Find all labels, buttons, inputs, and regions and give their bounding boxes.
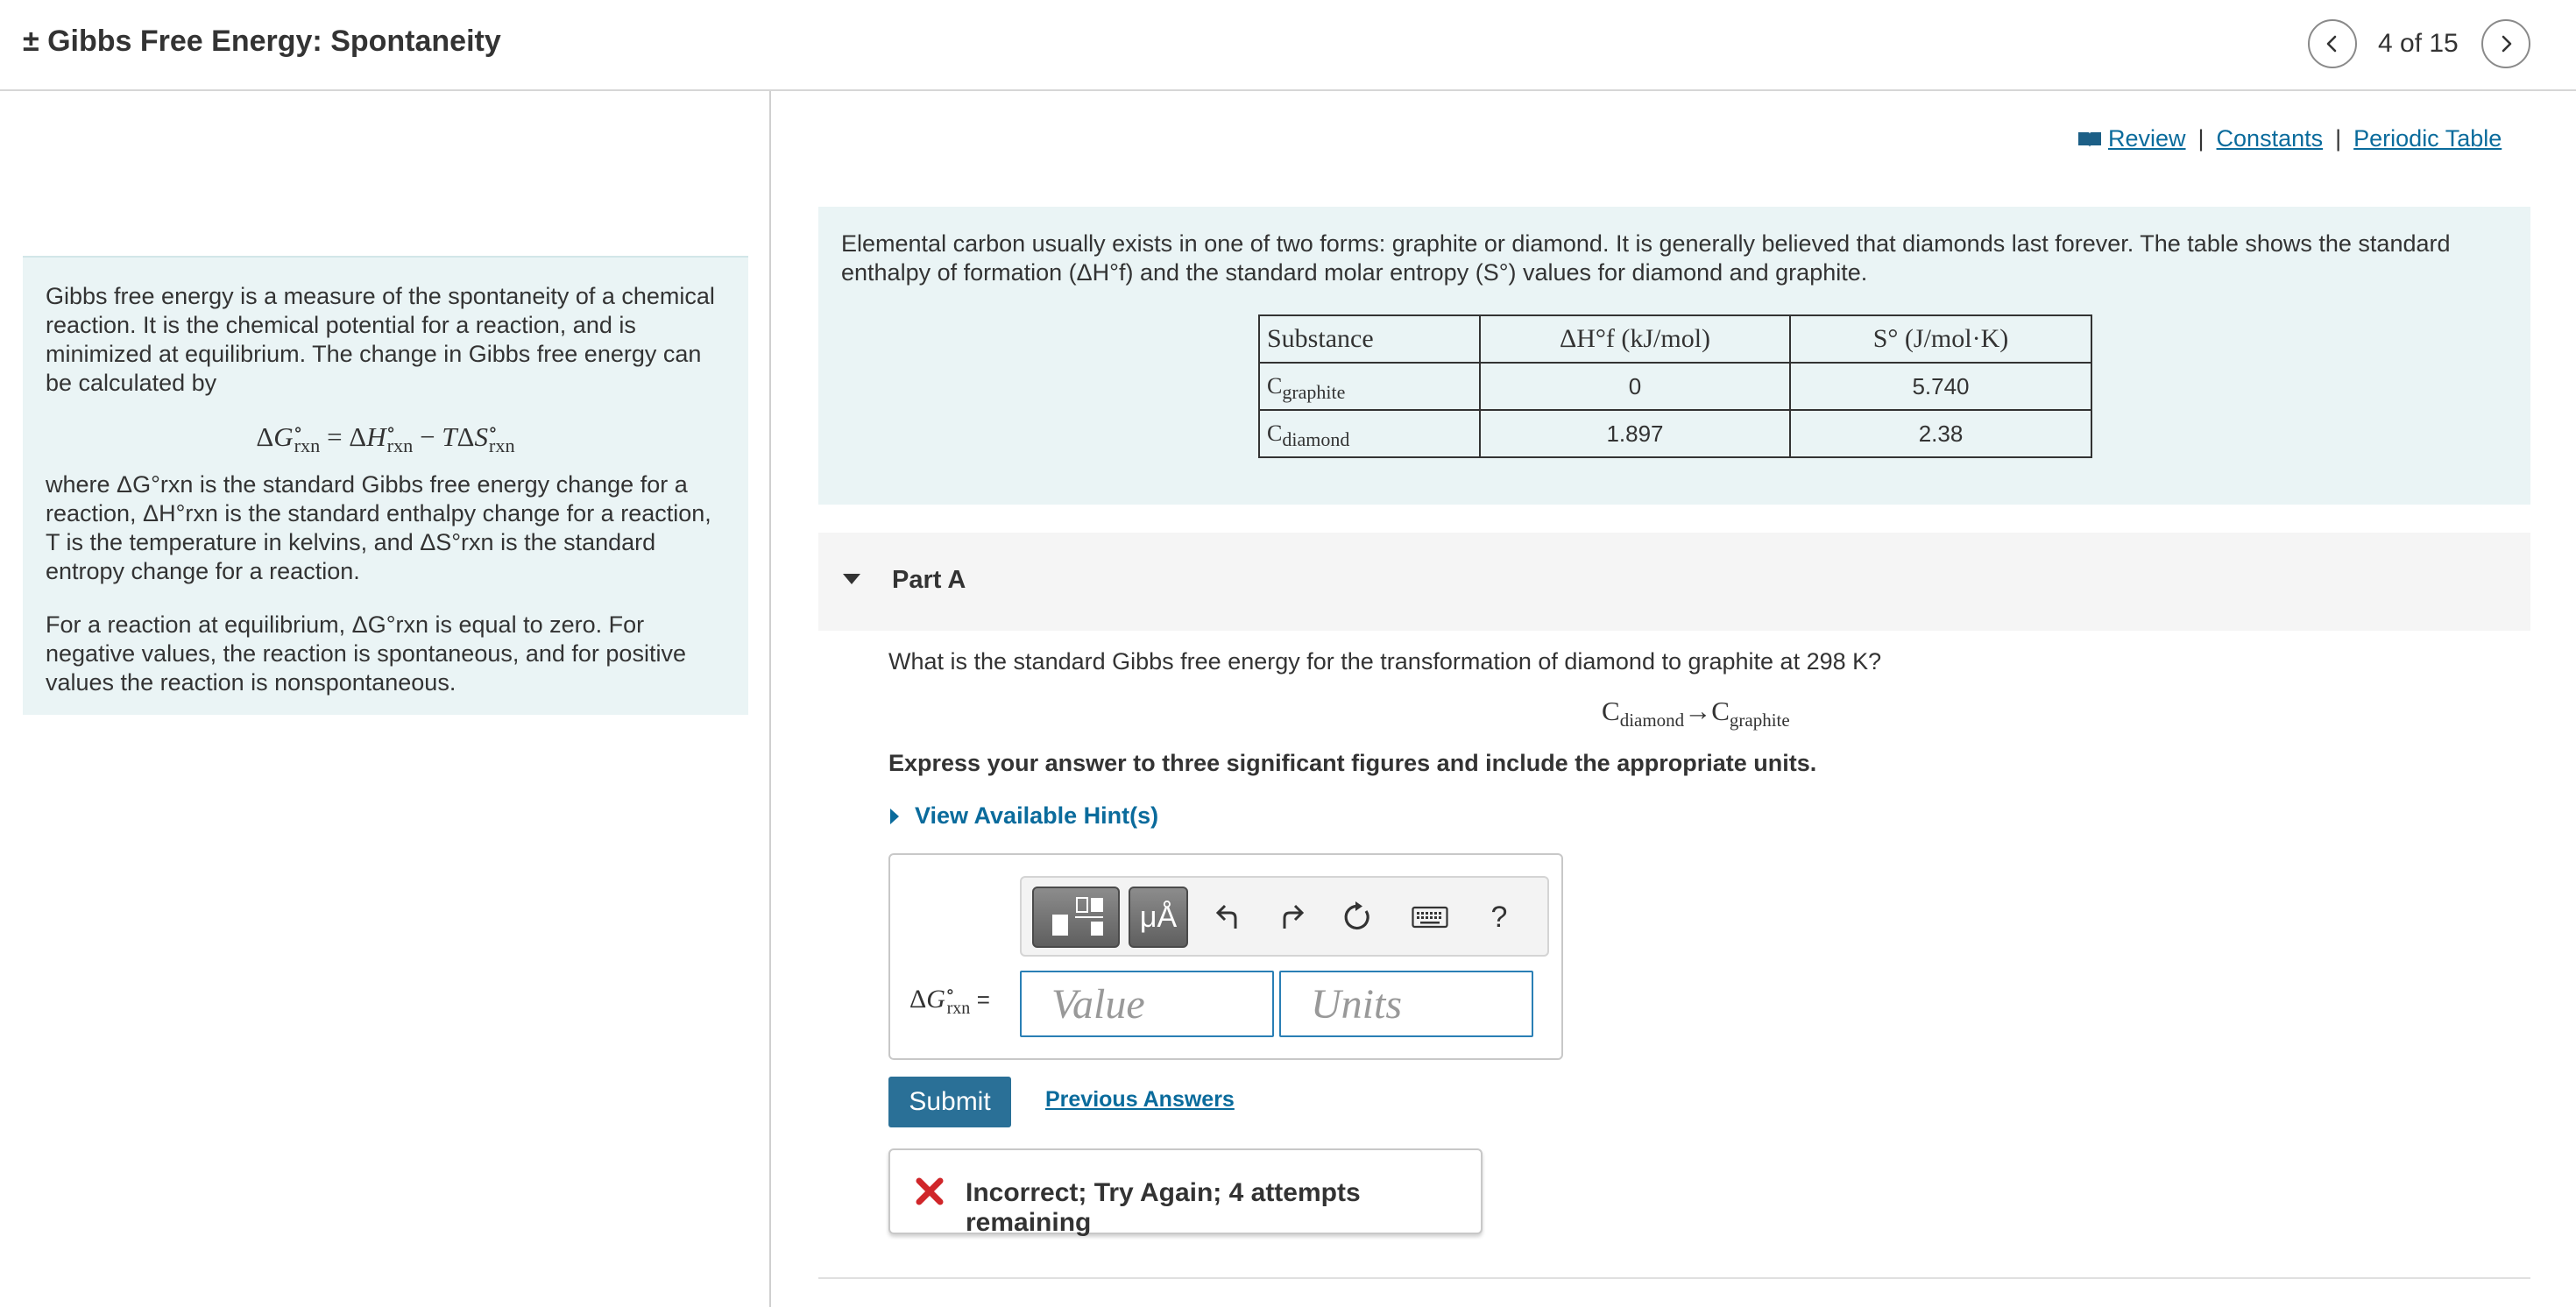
previous-answers-link[interactable]: Previous Answers	[1045, 1087, 1235, 1112]
keyboard-icon	[1412, 905, 1448, 929]
answer-label: $\Delta G^\circ_{rxn}$ =	[909, 981, 990, 1018]
feedback-text: Incorrect; Try Again; 4 attempts remaining	[966, 1178, 1361, 1237]
gibbs-equation: $\Delta G^\circ_{rxn} = \Delta H^\circ_{rxn} - T\Delta S^\circ_{rxn}$	[256, 418, 515, 457]
link-separator: |	[2197, 125, 2204, 152]
undo-button[interactable]	[1206, 887, 1249, 948]
undo-icon	[1213, 902, 1242, 932]
substance-cell: $C_{graphite}$	[1259, 363, 1480, 410]
enthalpy-cell: 0	[1480, 363, 1790, 410]
table-header-row	[1259, 315, 2091, 363]
help-button[interactable]: ?	[1490, 900, 1508, 934]
substance-cell: $C_{diamond}$	[1259, 410, 1480, 457]
redo-button[interactable]	[1270, 887, 1314, 948]
column-divider	[769, 91, 771, 1307]
periodic-table-link[interactable]: Periodic Table	[2353, 125, 2502, 152]
table-header-entropy: S° (J/mol·K)	[1790, 315, 2091, 363]
reset-button[interactable]	[1335, 887, 1379, 948]
reaction-equation: $C_{diamond}\to C_{graphite}$	[1602, 696, 1790, 731]
units-input[interactable]	[1279, 971, 1533, 1037]
feedback-message	[888, 1148, 1483, 1237]
table-row	[1259, 410, 2091, 457]
previous-item-button[interactable]	[2308, 19, 2357, 68]
next-item-button[interactable]	[2481, 19, 2530, 68]
table-header-substance: Substance	[1259, 315, 1480, 363]
incorrect-x-icon	[915, 1176, 945, 1206]
section-divider	[818, 1277, 2530, 1279]
resource-links	[2077, 125, 2502, 152]
answer-box	[888, 853, 1563, 1060]
part-a-header[interactable]	[818, 533, 2530, 631]
enthalpy-cell: 1.897	[1480, 410, 1790, 457]
redo-icon	[1277, 902, 1307, 932]
review-link[interactable]: Review	[2108, 125, 2186, 152]
view-hints-link[interactable]	[888, 802, 1158, 830]
entropy-cell: 2.38	[1790, 410, 2091, 457]
intro-paragraph-2: where ΔG°rxn is the standard Gibbs free energy change for a reaction, ΔH°rxn is the standard enthalpy change for a reaction, T is the temperature in kelvins, and ΔS°rxn is the standard entropy change for a reaction.	[46, 471, 711, 584]
item-counter: 4 of 15	[2378, 29, 2459, 58]
expand-triangle-icon	[888, 807, 901, 826]
submit-button[interactable]: Submit	[888, 1077, 1011, 1127]
table-header-enthalpy: ΔH°f (kJ/mol)	[1480, 315, 1790, 363]
book-icon	[2077, 130, 2103, 149]
answer-instructions: Express your answer to three significant figures and include the appropriate units.	[888, 750, 1817, 776]
introduction-panel	[23, 256, 748, 715]
intro-paragraph-1: Gibbs free energy is a measure of the spontaneity of a chemical reaction. It is the chemical potential for a reaction, and is minimized at equilibrium. The change in Gibbs free energy can be calculated by	[46, 283, 715, 396]
header-bar	[0, 0, 2576, 91]
view-hints-label: View Available Hint(s)	[915, 802, 1159, 829]
table-row	[1259, 363, 2091, 410]
collapse-triangle-icon[interactable]	[841, 571, 862, 587]
symbols-button[interactable]: μÅ	[1129, 887, 1188, 948]
templates-button[interactable]	[1032, 887, 1120, 948]
question-text: What is the standard Gibbs free energy for the transformation of diamond to graphite at 298 K?	[888, 648, 1882, 675]
constants-link[interactable]: Constants	[2216, 125, 2324, 152]
entropy-cell: 5.740	[1790, 363, 2091, 410]
reset-icon	[1341, 901, 1374, 934]
keyboard-button[interactable]	[1404, 887, 1456, 948]
link-separator: |	[2335, 125, 2342, 152]
chevron-left-icon	[2322, 33, 2343, 54]
part-a-label: Part A	[892, 566, 966, 594]
problem-intro-text: Elemental carbon usually exists in one of two forms: graphite or diamond. It is generally believed that diamonds last forever. The table shows the standard enthalpy of formation (ΔH°f) and the standard molar entropy (S°) values for diamond and graphite.	[841, 230, 2451, 286]
intro-paragraph-3: For a reaction at equilibrium, ΔG°rxn is equal to zero. For negative values, the reaction is spontaneous, and for positive values the reaction is nonspontaneous.	[46, 611, 686, 696]
chevron-right-icon	[2495, 33, 2516, 54]
page-title: ± Gibbs Free Energy: Spontaneity	[23, 25, 501, 58]
templates-icon	[1045, 895, 1107, 939]
math-toolbar	[1020, 876, 1549, 957]
thermo-data-table	[1258, 314, 2092, 458]
value-input[interactable]	[1020, 971, 1274, 1037]
